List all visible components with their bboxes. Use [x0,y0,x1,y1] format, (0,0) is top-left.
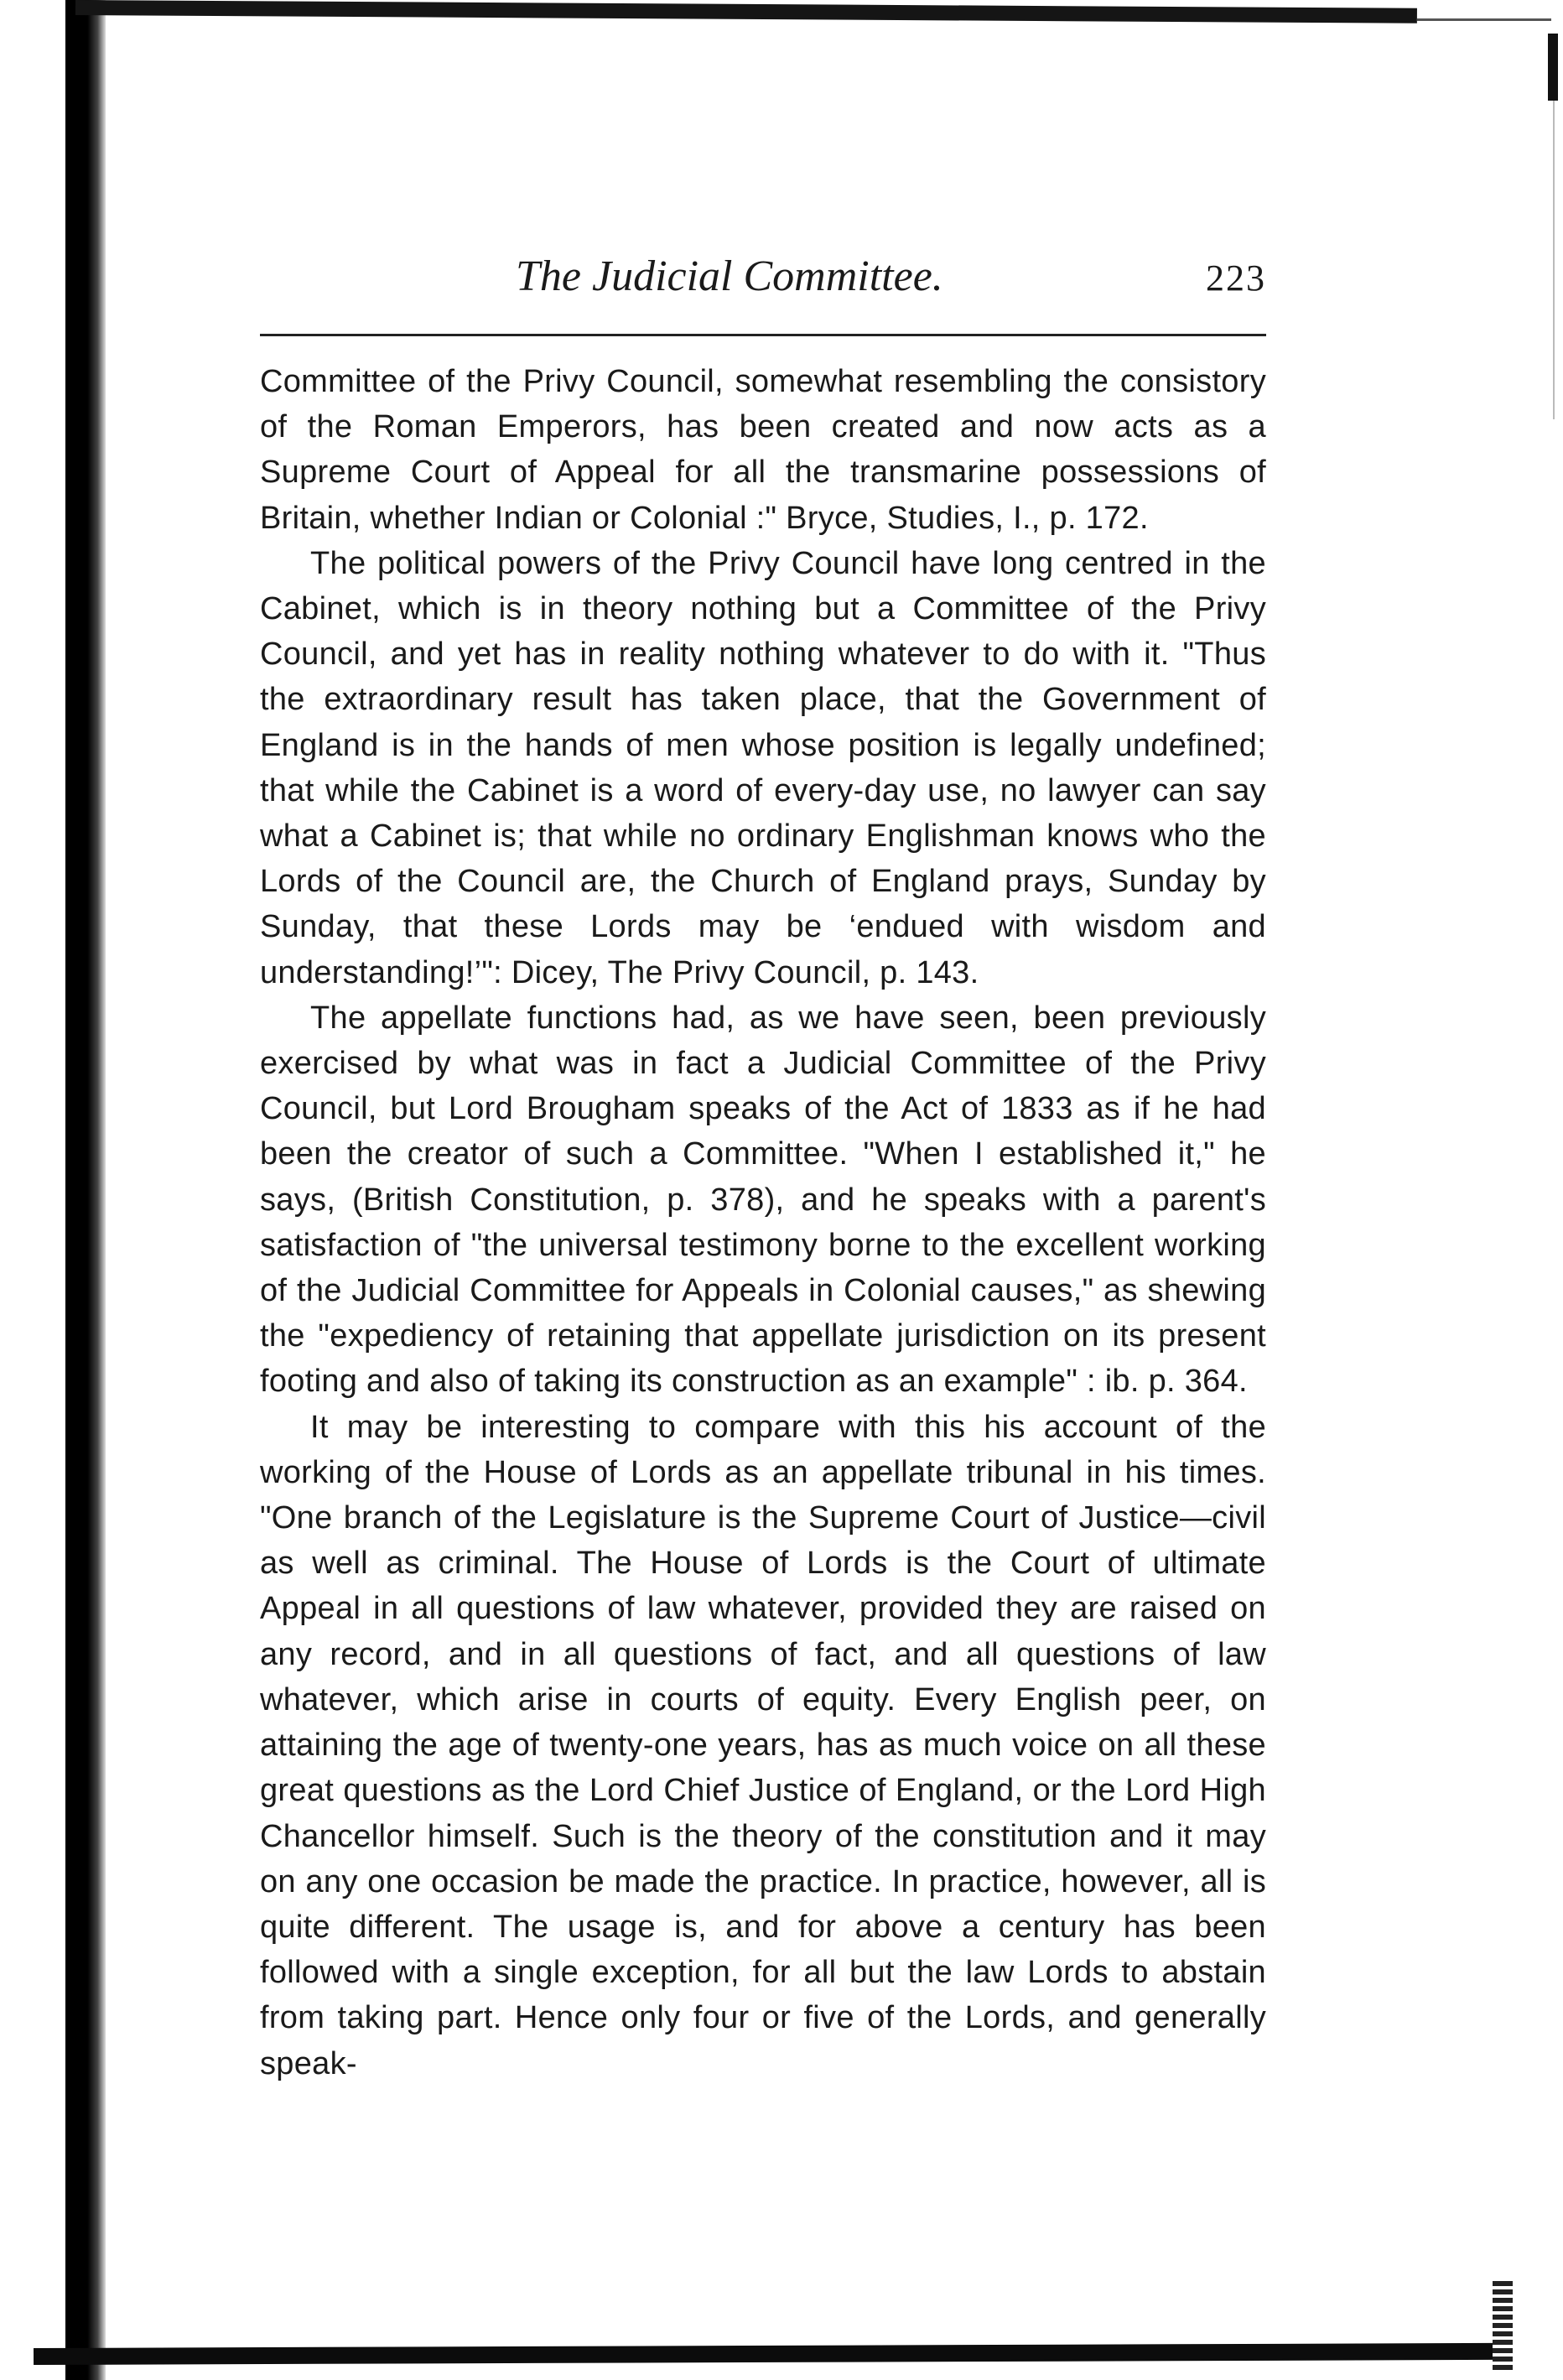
paragraph-continuation: Committee of the Privy Council, somewhat resembling the consistory of the Roman Emperors, has been created and now acts as a Supreme Court of Appeal for all the transmarine possessions of Britain, whether Indian or Colonial :" Bryce, Studies, I., p. 172. [260,364,1266,536]
running-header [260,252,1266,319]
paragraph-house-of-lords: It may be interesting to compare with this his account of the working of the House of Lords as an appellate tribunal in his times. "One branch of the Legislature is the Supreme Court of Justice—civil as well as criminal. The House of Lords is the Court of ultimate Appeal in all questions of law whatever, provided they are raised on any record, and in all questions of fact, and all questions of law whatever, which arise in courts of equity. Every English peer, on attaining the age of twenty-one years, has as much voice on all these great questions as the Lord Chief Justice of England, or the Lord High Chancellor himself. Such is the theory of the constitution and it may on any one occasion be made the practice. In practice, however, all is quite different. The usage is, and for above a century has been followed with a single exception, for all but the law Lords to abstain from taking part. Hence only four or five of the Lords, and generally speak- [260,1409,1266,2081]
running-title: The Judicial Committee. [516,252,943,300]
scan-top-edge-tail [1417,18,1551,21]
paragraph-cabinet: The political powers of the Privy Council have long centred in the Cabinet, which is in theory nothing but a Committee of the Privy Council, and yet has in reality nothing whatever to do with it. "Thus the extraordinary result has taken place, that the Government of England is in the hands of men whose position is legally undefined; that while the Cabinet is a word of every-day use, no lawyer can say what a Cabinet is; that while no ordinary Englishman knows who the Lords of the Council are, the Church of England prays, Sunday by Sunday, that these Lords may be ‘endued with wisdom and understanding!’": Dicey, The Privy Council, p. 143. [260,545,1266,990]
scan-left-edge [65,0,106,2380]
scan-top-edge [75,0,1417,23]
scan-bottom-edge [34,2343,1509,2365]
paragraph-appellate-functions: The appellate functions had, as we have seen, been previously exercised by what was in fact a Judicial Committee of the Privy Council, but Lord Brougham speaks of the Act of 1833 as if he had been the creator of such a Committee. "When I established it," he says, (British Constitution, p. 378), and he speaks with a parent's satisfaction of "the universal testimony borne to the excellent working of the Judicial Committee for Appeals in Colonial causes," as shewing the "expediency of retaining that appellate jurisdiction on its present footing and also of taking its construction as an example" : ib. p. 364. [260,1000,1266,1400]
header-rule [260,334,1266,336]
page-number: 223 [1206,257,1266,299]
body-text [260,359,1266,2086]
scan-right-edge [1548,34,1558,101]
scan-right-edge-line [1553,101,1555,419]
scan-bottom-right-mark [1493,2281,1513,2373]
scan-margin [0,0,65,2380]
